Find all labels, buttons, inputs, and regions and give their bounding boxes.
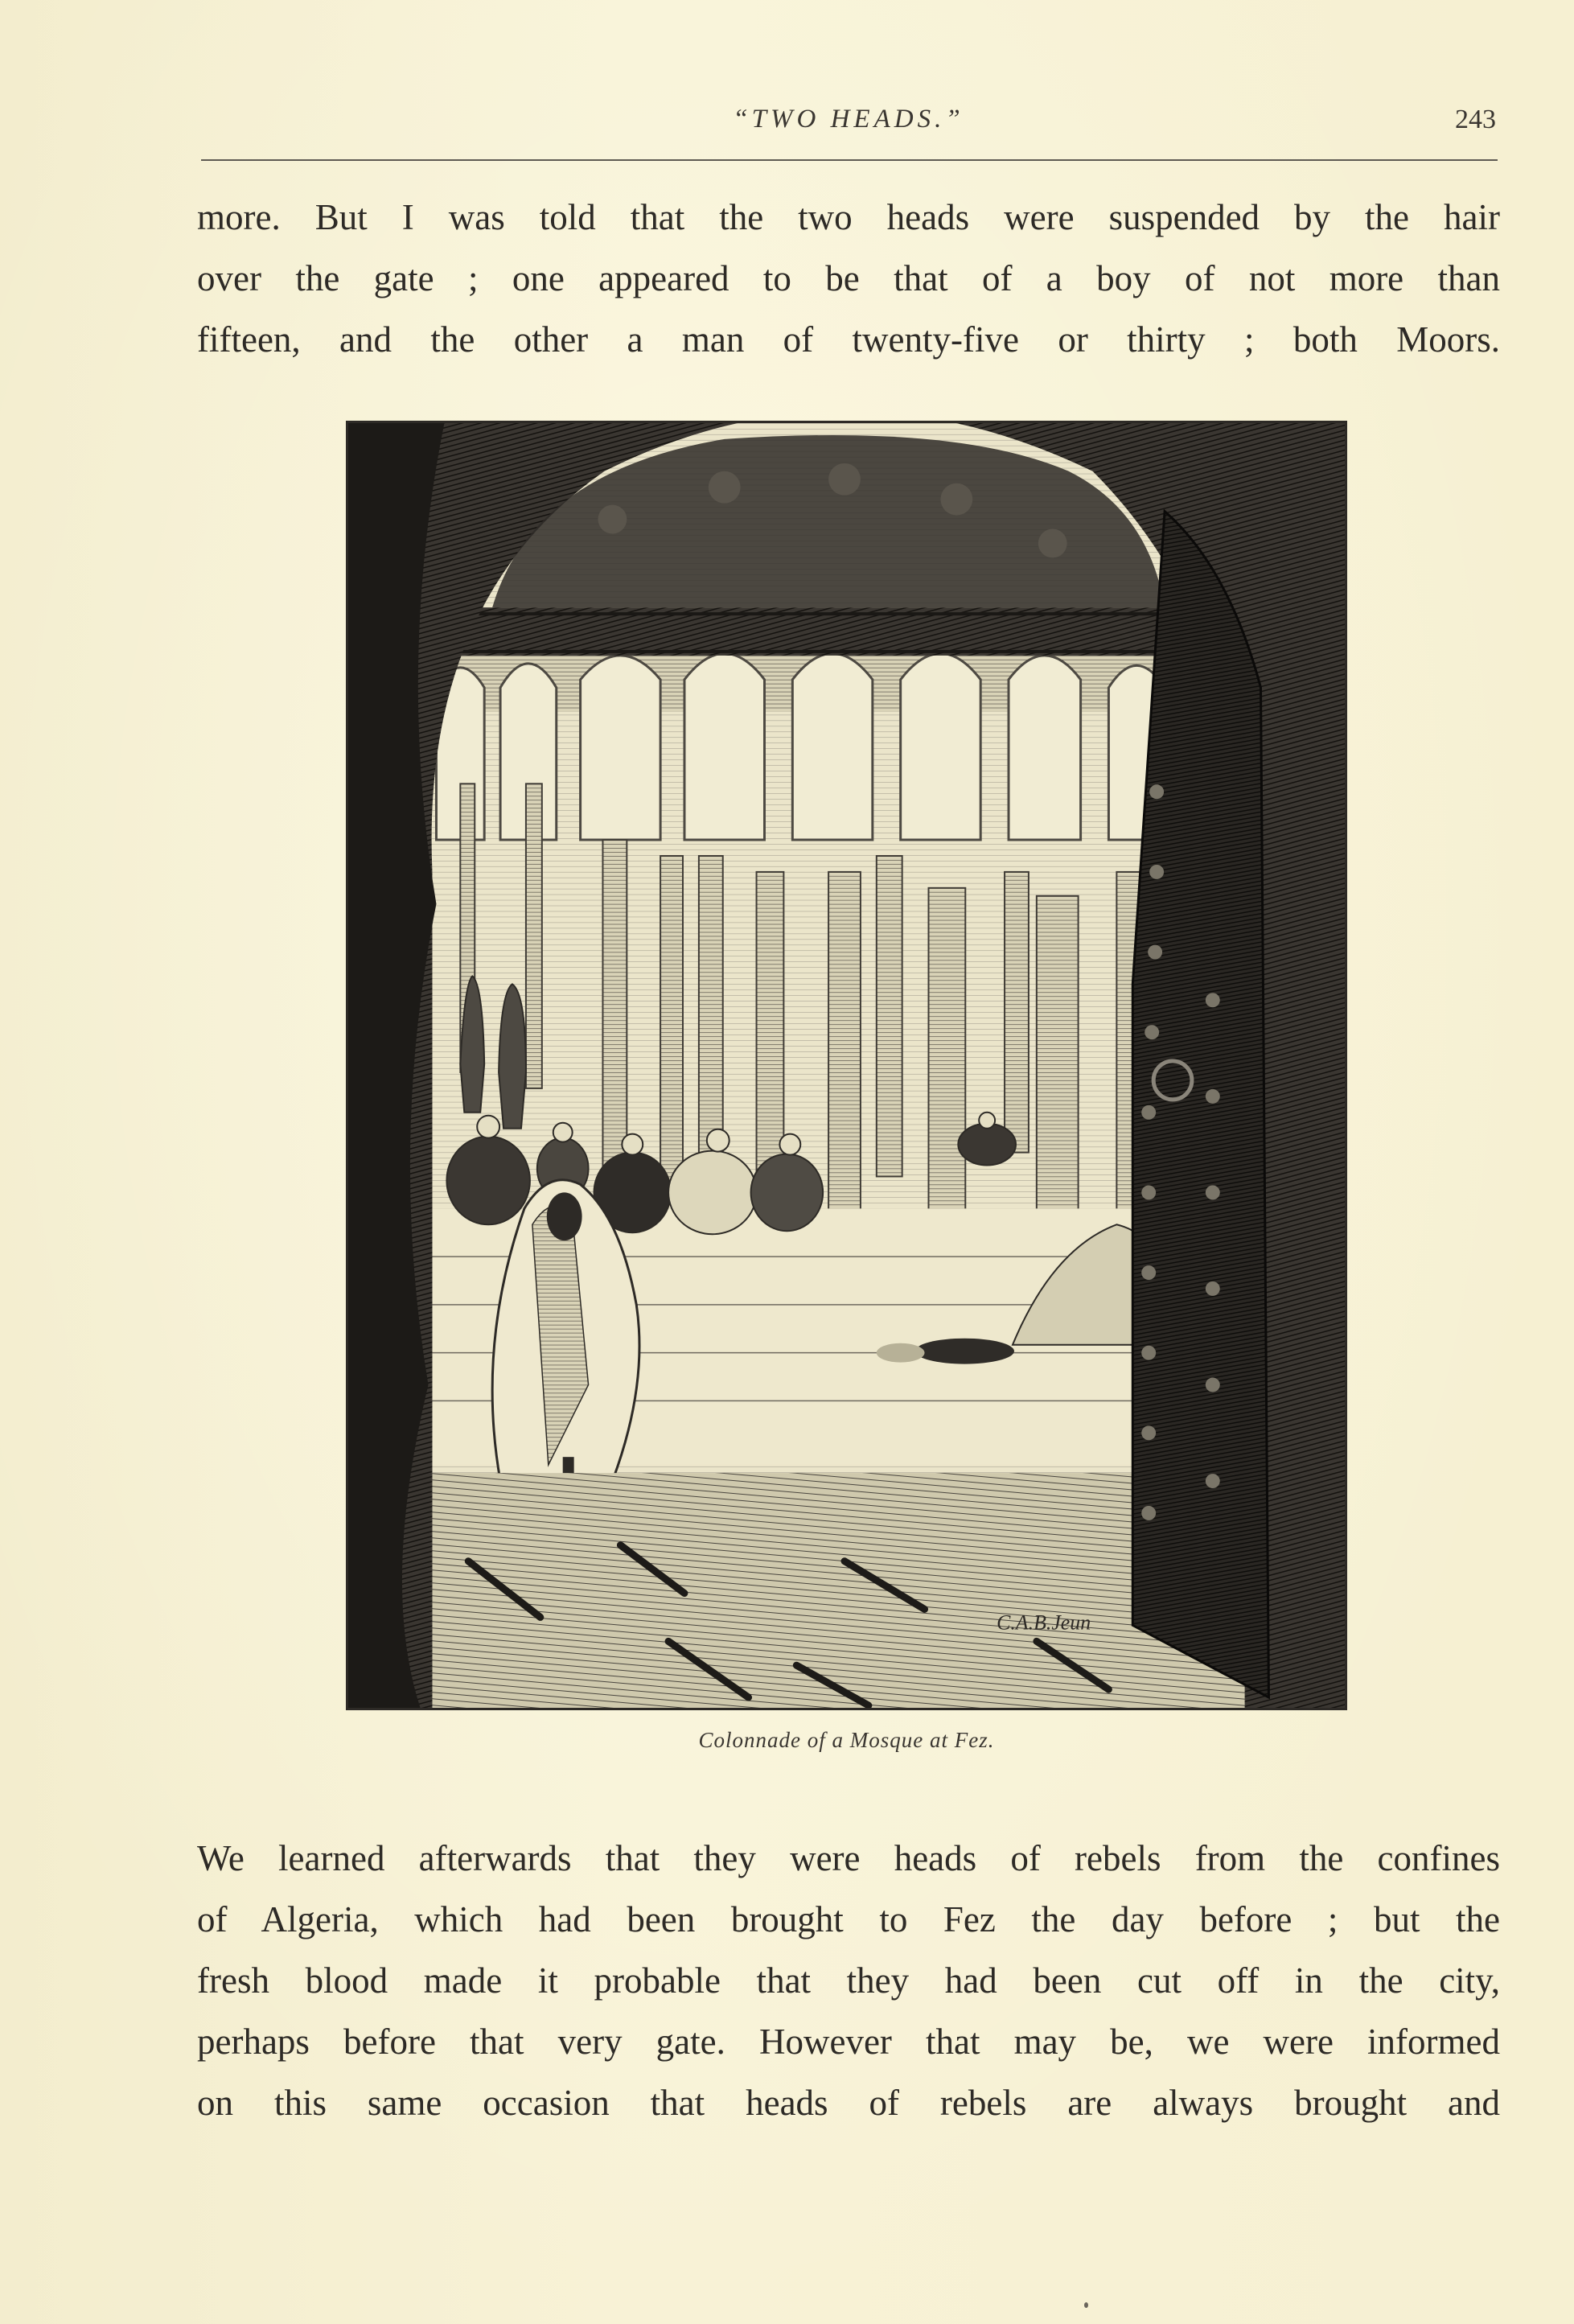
text-line: perhaps before that very gate. However that may be, we were informed (197, 2022, 1500, 2062)
running-head (201, 98, 1496, 146)
paragraph-top (197, 187, 1500, 370)
text-line: fifteen, and the other a man of twenty-five or thirty ; both Moors. (197, 319, 1500, 360)
engraver-signature: C.A.B.Jeun (997, 1610, 1091, 1635)
text-line: on this same occasion that heads of rebels are always brought and (197, 2083, 1500, 2123)
engraving-plate (346, 421, 1347, 1710)
running-title: “TWO HEADS.” (733, 105, 964, 134)
page-number: 243 (1455, 105, 1496, 134)
header-rule (201, 159, 1498, 161)
text-line: more. But I was told that the two heads were suspended by the hair (197, 197, 1500, 237)
text-line: over the gate ; one appeared to be that of a boy of not more than (197, 258, 1500, 298)
paragraph-bottom (197, 1828, 1500, 2133)
studded-door (1132, 512, 1268, 1697)
figure-caption: Colonnade of a Mosque at Fez. (698, 1728, 995, 1752)
text-line: fresh blood made it probable that they had been cut off in the city, (197, 1960, 1500, 2001)
ink-speck (1084, 2302, 1088, 2308)
text-line: of Algeria, which had been brought to Fez the day before ; but the (197, 1899, 1500, 1939)
text-line: We learned afterwards that they were heads of rebels from the confines (197, 1838, 1500, 1878)
mosque-colonnade-engraving (348, 423, 1345, 1708)
